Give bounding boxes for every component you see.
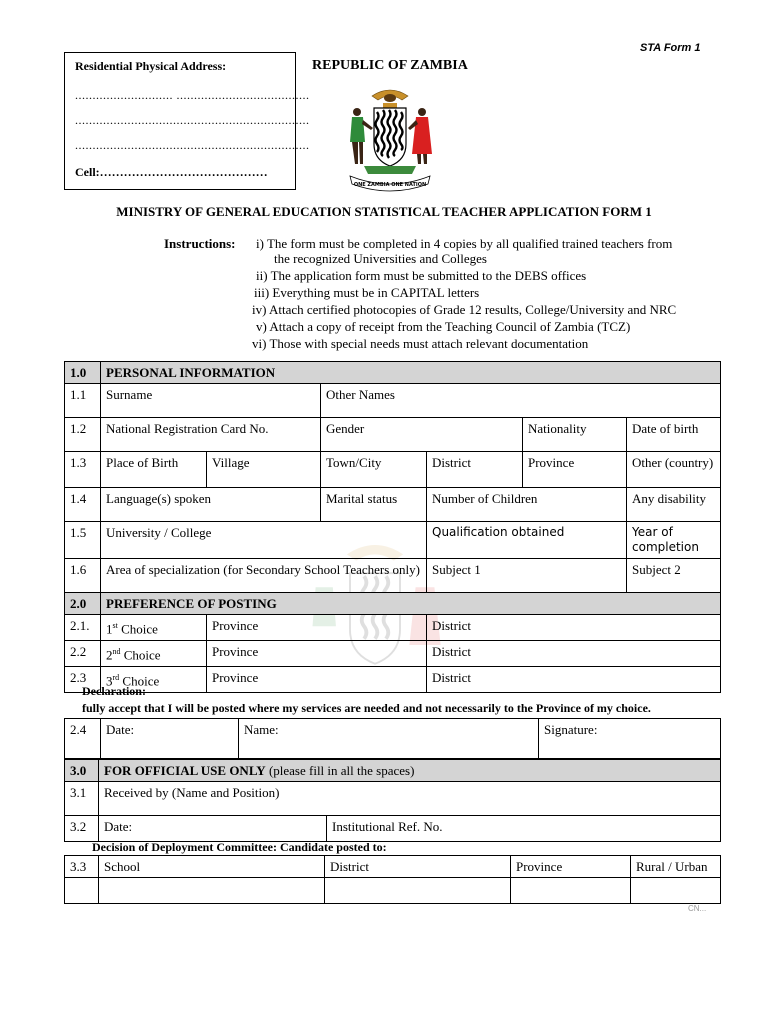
deployment-table xyxy=(64,855,721,904)
row-number-blank xyxy=(65,878,99,904)
nrc-field[interactable]: National Registration Card No. xyxy=(101,418,321,452)
declaration-name-field[interactable]: Name: xyxy=(239,719,539,759)
nationality-field[interactable]: Nationality xyxy=(523,418,627,452)
district-header: District xyxy=(325,856,511,878)
declaration-date-field[interactable]: Date: xyxy=(101,719,239,759)
republic-heading: REPUBLIC OF ZAMBIA xyxy=(312,58,468,73)
coat-of-arms-emblem xyxy=(342,82,438,194)
number-of-children-field[interactable]: Number of Children xyxy=(427,488,627,522)
qualification-field[interactable]: Qualification obtained xyxy=(427,522,627,559)
received-by-field[interactable]: Received by (Name and Position) xyxy=(99,782,721,816)
choice-2-district-field[interactable]: District xyxy=(427,641,721,667)
deployment-decision-label: Decision of Deployment Committee: Candidate posted to: xyxy=(92,840,387,854)
choice-1-province-field[interactable]: Province xyxy=(207,615,427,641)
address-title: Residential Physical Address: xyxy=(75,59,227,73)
school-field[interactable] xyxy=(99,878,325,904)
choice-3-district-field[interactable]: District xyxy=(427,667,721,693)
rural-urban-header: Rural / Urban xyxy=(631,856,721,878)
declaration-text: fully accept that I will be posted where my services are needed and not necessarily to the Province of my choice. xyxy=(82,701,651,715)
personal-info-table xyxy=(64,361,721,693)
row-number: 1.5 xyxy=(65,522,101,559)
section-2-title: PREFERENCE OF POSTING xyxy=(101,593,721,615)
section-3-title: FOR OFFICIAL USE ONLY (please fill in all the spaces) xyxy=(99,760,721,782)
row-number: 1.4 xyxy=(65,488,101,522)
district-field[interactable]: District xyxy=(427,452,523,488)
other-country-field[interactable]: Other (country) xyxy=(627,452,721,488)
instruction-item: iv) Attach certified photocopies of Grade 12 results, College/University and NRC xyxy=(252,302,677,317)
choice-3-province-field[interactable]: Province xyxy=(207,667,427,693)
choice-label: 1st Choice xyxy=(101,615,207,641)
row-number: 1.3 xyxy=(65,452,101,488)
choice-label: 3rd Choice xyxy=(101,667,207,693)
cell-field[interactable]: Cell:…………………………………… xyxy=(75,165,268,179)
row-number: 3.2 xyxy=(65,816,99,842)
address-line-3[interactable]: ................................................................... xyxy=(75,138,310,152)
other-names-field[interactable]: Other Names xyxy=(321,384,721,418)
signature-field[interactable]: Signature: xyxy=(539,719,721,759)
declaration-sign-table xyxy=(64,718,721,759)
address-line-1[interactable]: ............................ ...................................... xyxy=(75,88,310,102)
section-1-number: 1.0 xyxy=(65,362,101,384)
choice-2-province-field[interactable]: Province xyxy=(207,641,427,667)
row-number: 3.1 xyxy=(65,782,99,816)
official-date-field[interactable]: Date: xyxy=(99,816,327,842)
row-number: 1.1 xyxy=(65,384,101,418)
row-number: 2.4 xyxy=(65,719,101,759)
language-field[interactable]: Language(s) spoken xyxy=(101,488,321,522)
place-of-birth-label: Place of Birth xyxy=(101,452,207,488)
date-of-birth-field[interactable]: Date of birth xyxy=(627,418,721,452)
province-header: Province xyxy=(511,856,631,878)
village-field[interactable]: Village xyxy=(207,452,321,488)
instruction-item: v) Attach a copy of receipt from the Teaching Council of Zambia (TCZ) xyxy=(256,319,631,334)
row-number: 2.3 xyxy=(65,667,101,693)
surname-field[interactable]: Surname xyxy=(101,384,321,418)
instruction-item: the recognized Universities and Colleges xyxy=(274,251,487,266)
footer-code: CN... xyxy=(688,904,707,913)
institutional-ref-field[interactable]: Institutional Ref. No. xyxy=(327,816,721,842)
section-1-title: PERSONAL INFORMATION xyxy=(101,362,721,384)
row-number: 1.6 xyxy=(65,559,101,593)
gender-field[interactable]: Gender xyxy=(321,418,523,452)
section-3-number: 3.0 xyxy=(65,760,99,782)
choice-1-district-field[interactable]: District xyxy=(427,615,721,641)
posted-district-field[interactable] xyxy=(325,878,511,904)
instructions-label: Instructions: xyxy=(164,236,236,251)
subject-1-field[interactable]: Subject 1 xyxy=(427,559,627,593)
form-code: STA Form 1 xyxy=(640,42,701,54)
disability-field[interactable]: Any disability xyxy=(627,488,721,522)
row-number: 2.2 xyxy=(65,641,101,667)
province-field[interactable]: Province xyxy=(523,452,627,488)
year-of-completion-field[interactable]: Year of completion xyxy=(627,522,721,559)
university-field[interactable]: University / College xyxy=(101,522,427,559)
subject-2-field[interactable]: Subject 2 xyxy=(627,559,721,593)
posted-province-field[interactable] xyxy=(511,878,631,904)
instruction-item: vi) Those with special needs must attach relevant documentation xyxy=(252,336,589,351)
instruction-item: iii) Everything must be in CAPITAL letters xyxy=(254,285,480,300)
school-header: School xyxy=(99,856,325,878)
town-city-field[interactable]: Town/City xyxy=(321,452,427,488)
row-number: 2.1. xyxy=(65,615,101,641)
address-line-2[interactable]: ................................................................... xyxy=(75,113,310,127)
rural-urban-field[interactable] xyxy=(631,878,721,904)
specialization-field[interactable]: Area of specialization (for Secondary School Teachers only) xyxy=(101,559,427,593)
marital-status-field[interactable]: Marital status xyxy=(321,488,427,522)
row-number: 1.2 xyxy=(65,418,101,452)
row-number: 3.3 xyxy=(65,856,99,878)
official-use-table xyxy=(64,759,721,842)
declaration-label: Declaration: xyxy=(82,684,146,698)
coat-of-arms-motto: ONE ZAMBIA ONE NATION xyxy=(353,182,427,188)
instruction-item: i) The form must be completed in 4 copies by all qualified trained teachers from xyxy=(256,236,673,251)
ministry-title: MINISTRY OF GENERAL EDUCATION STATISTICAL TEACHER APPLICATION FORM 1 xyxy=(116,204,652,219)
address-box xyxy=(64,52,310,190)
choice-label: 2nd Choice xyxy=(101,641,207,667)
section-2-number: 2.0 xyxy=(65,593,101,615)
instruction-item: ii) The application form must be submitted to the DEBS offices xyxy=(256,268,587,283)
